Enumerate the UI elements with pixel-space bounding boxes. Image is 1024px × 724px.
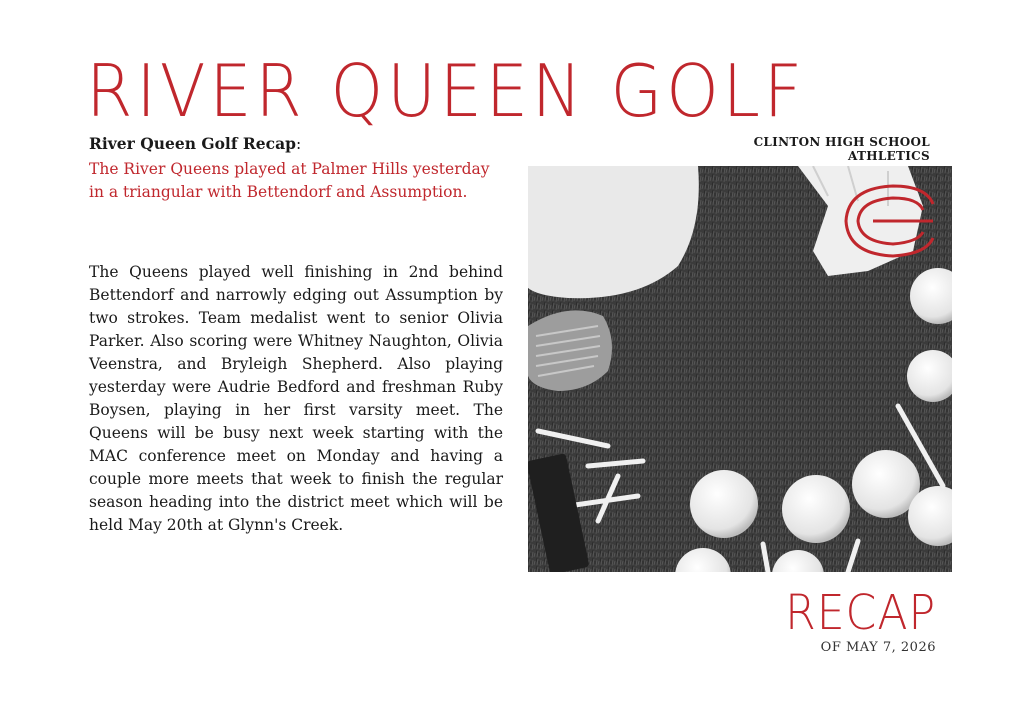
recap-label: RECAP xyxy=(785,585,936,641)
golf-photo-illustration xyxy=(528,166,952,572)
golf-ball xyxy=(782,475,850,543)
article-heading xyxy=(89,134,509,153)
page-title: RIVER QUEEN GOLF xyxy=(86,49,806,133)
golf-ball xyxy=(690,470,758,538)
article-body: The Queens played well finishing in 2nd behind Bettendorf and narrowly edging out Assumption by two strokes. Team medalist went to senior Olivia Parker. Also scoring were Whitney Naughton, Olivia Veenstra, and Bryleigh Shepherd. Also playing yesterday were Audrie Bedford and freshman Ruby Boysen, playing in her first varsity meet. The Queens will be busy next week starting with the MAC conference meet on Monday and having a couple more meets that week to finish the regular season heading into the district meet which will be held May 20th at Glynn's Creek. xyxy=(89,263,503,534)
recap-date: OF MAY 7, 2026 xyxy=(820,640,936,655)
school-name: CLINTON HIGH SCHOOL ATHLETICS xyxy=(753,135,930,163)
article-heading-text: River Queen Golf Recap xyxy=(89,134,296,153)
article-heading-colon: : xyxy=(295,135,302,153)
golf-equipment-photo xyxy=(528,166,952,572)
article-intro: The River Queens played at Palmer Hills yesterday in a triangular with Bettendorf and Assumption. xyxy=(89,160,490,201)
